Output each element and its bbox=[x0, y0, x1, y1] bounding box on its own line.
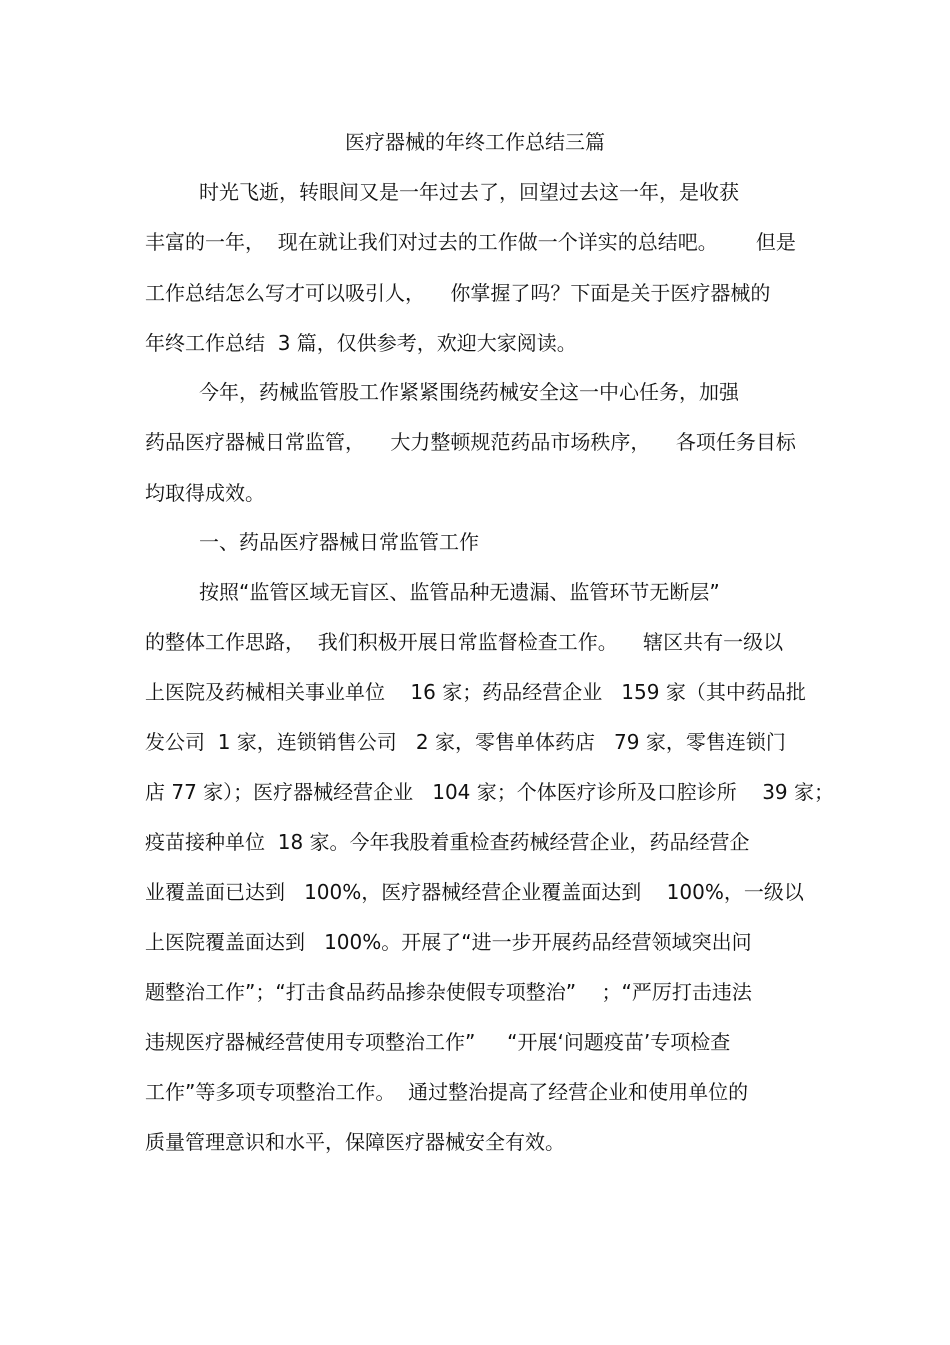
paragraph-line: 题整治工作”；“打击食品药品掺杂使假专项整治” ；“严厉打击违法 bbox=[145, 980, 752, 1004]
document-title: 医疗器械的年终工作总结三篇 bbox=[345, 130, 605, 154]
paragraph-line: 店 77 家）；医疗器械经营企业 104 家；个体医疗诊所及口腔诊所 39 家； bbox=[145, 780, 835, 804]
paragraph-line: 工作总结怎么写才可以吸引人， 你掌握了吗？下面是关于医疗器械的 bbox=[145, 281, 771, 305]
paragraph-line: 按照“监管区域无盲区、监管品种无遗漏、监管环节无断层” bbox=[199, 580, 720, 604]
paragraph-line: 今年，药械监管股工作紧紧围绕药械安全这一中心任务，加强 bbox=[199, 380, 739, 404]
paragraph-line: 时光飞逝，转眼间又是一年过去了，回望过去这一年，是收获 bbox=[199, 180, 739, 204]
section-heading: 一、药品医疗器械日常监管工作 bbox=[199, 530, 479, 554]
paragraph-line: 药品医疗器械日常监管， 大力整顿规范药品市场秩序， 各项任务目标 bbox=[145, 430, 796, 454]
paragraph-line: 均取得成效。 bbox=[145, 481, 265, 505]
paragraph-line: 年终工作总结 3 篇，仅供参考，欢迎大家阅读。 bbox=[145, 331, 577, 355]
paragraph-line: 发公司 1 家，连锁销售公司 2 家，零售单体药店 79 家，零售连锁门 bbox=[145, 730, 786, 754]
paragraph-line: 上医院覆盖面达到 100%。开展了“进一步开展药品经营领域突出问 bbox=[145, 930, 752, 954]
paragraph-line: 疫苗接种单位 18 家。今年我股着重检查药械经营企业，药品经营企 bbox=[145, 830, 750, 854]
paragraph-line: 质量管理意识和水平，保障医疗器械安全有效。 bbox=[145, 1130, 565, 1154]
paragraph-line: 上医院及药械相关事业单位 16 家；药品经营企业 159 家（其中药品批 bbox=[145, 680, 806, 704]
paragraph-line: 业覆盖面已达到 100%，医疗器械经营企业覆盖面达到 100%，一级以 bbox=[145, 880, 804, 904]
paragraph-line: 的整体工作思路， 我们积极开展日常监督检查工作。 辖区共有一级以 bbox=[145, 630, 784, 654]
paragraph-line: 违规医疗器械经营使用专项整治工作” “开展‘问题疫苗’专项检查 bbox=[145, 1030, 731, 1054]
paragraph-line: 工作”等多项专项整治工作。 通过整治提高了经营企业和使用单位的 bbox=[145, 1080, 749, 1104]
paragraph-line: 丰富的一年， 现在就让我们对过去的工作做一个详实的总结吧。 但是 bbox=[145, 230, 796, 254]
